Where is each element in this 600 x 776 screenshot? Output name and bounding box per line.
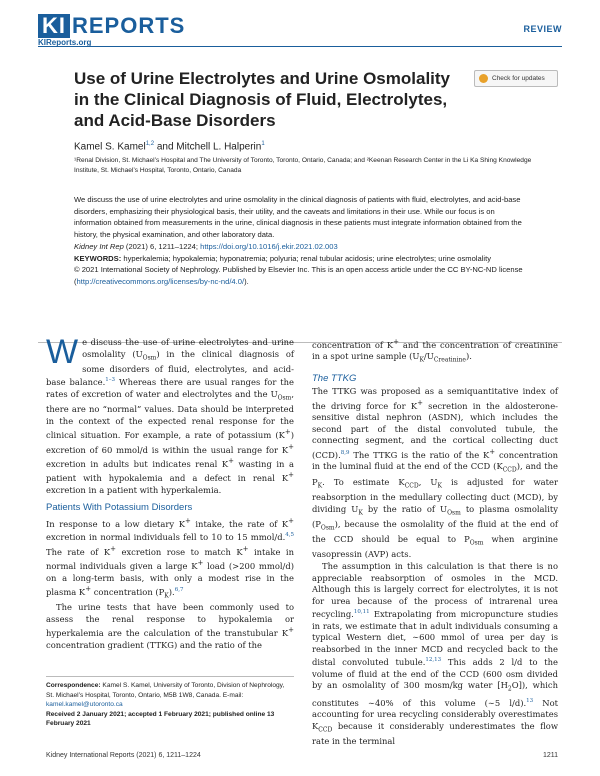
body-column-right [312, 337, 558, 748]
license [74, 264, 534, 287]
urine-tests-paragraph: The urine tests that have been commonly used to assess the renal response to hypokalemia or hyperkalemia are the calculation of the transtubular K+ concentration gradient (TTKG) and the ratio of the [46, 602, 294, 650]
potassium-paragraph: In response to a low dietary K+ intake, the rate of K+ excretion in normal individuals fell to 10 to 15 mmol/d.$^{4,5}$ The rate of K+ excretion rose to match K+ intake in normal individuals given a large K+ load (>200 mmol/d) on a long-term basis, with only a modest rise in the plasma K+ concentration $(P_K).^{6,7}$ [46, 517, 295, 600]
page-number: 1211 [542, 752, 558, 759]
assumption-paragraph: The assumption in this calculation is that there is no appreciable reabsorption of osmoles in the MCD. Although this is largely correct for electrolytes, it is not for urea because of the process of intrarenal urea recycling.$^{10,11}$ Extrapolating from micropuncture studies in rats, we estimate that in adult individuals consuming a typical Western diet, ∼600 mmol of urea per day is reabsorbed in the inner MCD and recycled back to the distal convoluted tubule.$^{12,13}$ This adds 2 l/d to the volume of fluid at the end of the CCD (600 osm divided by an osmolality of 300 mosm/kg water $[H_2O]$), which constitutes ∼40% of this volume (∼5 l/d).$^{13}$ Not accounting for urea recycling considerably overestimates $K_{CCD}$ because it considerably underestimates the flow rate in the terminal [312, 560, 558, 746]
footer-journal: Kidney International Reports (2021) 6, 1211–1224 [46, 752, 201, 759]
article-dates: Received 2 January 2021; accepted 1 February 2021; published online 13 February 2021 [46, 710, 275, 728]
author-1-affil: 1,2 [145, 141, 155, 147]
logo-ki: KI [38, 14, 70, 38]
ref-link[interactable]: 10,11 [353, 609, 370, 616]
ref-link[interactable]: 4,5 [285, 532, 294, 539]
ratio-paragraph: concentration of K+ and the concentration of creatinine in a spot urine sample $(U_K/U_{Creatinine})$. [312, 338, 558, 365]
citation-journal: Kidney Int Rep [74, 242, 124, 251]
correspondence-label: Correspondence: [46, 682, 101, 689]
keywords-label: KEYWORDS: [74, 253, 122, 263]
ref-link[interactable]: 8,9 [340, 450, 350, 457]
affiliations: ¹Renal Division, St. Michael’s Hospital and The University of Toronto, Toronto, Ontario, Canada; and ²Keenan Research Center in the Li Ka Shing Knowledge Institute, St. Michael’s Hospital, Toronto, Ontario, Canada [74, 157, 532, 174]
header-divider [38, 46, 562, 47]
correspondence-block [46, 676, 294, 729]
correspondence-text: Kamel S. Kamel, University of Toronto, Division of Nephrology, St. Michael’s Hospital, Toronto, Ontario, M5B 1W8, Canada. E-mail: [46, 682, 285, 699]
abstract [74, 194, 534, 287]
citation-volume: (2021) 6, 1211–1224; [123, 242, 201, 251]
license-link[interactable]: http://creativecommons.org/licenses/by-nc-nd/4.0/ [76, 276, 245, 286]
ref-link[interactable]: 6,7 [174, 587, 184, 594]
keywords [74, 253, 534, 265]
heading-potassium: Patients With Potassium Disorders [46, 502, 193, 514]
author-list [74, 141, 265, 152]
logo-reports: REPORTS [72, 13, 186, 38]
journal-logo [38, 12, 185, 40]
keywords-list: hyperkalemia; hypokalemia; hyponatremia; polyuria; renal tubular acidosis; urine electrolytes; urine osmolality [121, 253, 491, 263]
ref-link[interactable]: 1–3 [105, 377, 116, 384]
author-2-affil: 1 [261, 141, 265, 147]
body-column-left [46, 333, 295, 651]
article-title: Use of Urine Electrolytes and Urine Osmolality in the Clinical Diagnosis of Fluid, Electrolytes, and Acid-Base Disorders [74, 69, 451, 130]
drop-cap: W [46, 333, 79, 371]
license-text: © 2021 International Society of Nephrology. Published by Elsevier Inc. This is an open access article under the CC BY-NC-ND license ( [74, 265, 523, 286]
section-label: REVIEW [523, 24, 562, 34]
intro-paragraph: We discuss the use of urine electrolytes and urine osmolality $(U_{Osm})$ in the clinical diagnosis of some disorders of fluid, electrolytes, and acid-base balance.$^{1-3}$ Whereas there are usual ranges for the rates of excretion of water and electrolytes and the $U_{Osm}$, there are no “normal” values. Data should be interpreted in the context of the expected renal response for the clinical situation. For example, a rate of potassium (K+) excretion of 60 mmol/d is within the usual range for K+ excretion in adults but indicates renal K+ wasting in a patient with hypokalemia and a defect in renal K+ excretion in a patient with hyperkalemia. [46, 333, 295, 495]
update-icon [479, 74, 488, 83]
author-2[interactable]: Mitchell L. Halperin [176, 141, 262, 153]
doi-link[interactable]: https://doi.org/10.1016/j.ekir.2021.02.003 [200, 242, 338, 251]
author-1[interactable]: Kamel S. Kamel [74, 141, 146, 153]
author-and: and [154, 141, 177, 153]
email-link[interactable]: kamel.kamel@utoronto.ca [46, 701, 123, 709]
site-link[interactable]: KIReports.org [38, 38, 92, 47]
license-end: ). [244, 276, 249, 286]
ref-link[interactable]: 13 [526, 697, 534, 704]
citation-line [74, 241, 534, 253]
check-for-updates-label: Check for updates [492, 75, 545, 82]
abstract-text: We discuss the use of urine electrolytes and urine osmolality in the clinical diagnosis of patients with fluid, electrolytes, and acid-base disorders, emphasizing their physiological basis, their utility, and the caveats and limitations in their use. While our focus is on information obtained from measurements in the urine, clinical diagnosis in these patients must integrate information obtained from the history, the physical examination, and other laboratory data. [74, 195, 522, 239]
heading-ttkg: The TTKG [312, 372, 357, 384]
ref-link[interactable]: 12,13 [425, 657, 442, 664]
check-for-updates-button[interactable] [474, 70, 558, 87]
ttkg-paragraph: The TTKG was proposed as a semiquantitative index of the driving force for K+ secretion in the aldosterone-sensitive distal nephron (ASDN), which includes the second part of the distal convoluted tubule, the connecting segment, and the cortical collecting duct (CCD).$^{8,9}$ The TTKG is the ratio of the K+ concentration in the luminal fluid at the end of the CCD $(K_{CCD})$, and the $P_K$. To estimate $K_{CCD}$, $U_K$ is adjusted for water reabsorption in the medullary collecting duct (MCD), by dividing $U_K$ by the ratio of $U_{Osm}$ to plasma osmolality $(P_{Osm})$, because the osmolality of the fluid at the end of the CCD should be equal to $P_{Osm}$ when arginine vasopressin (AVP) acts. [312, 386, 559, 560]
